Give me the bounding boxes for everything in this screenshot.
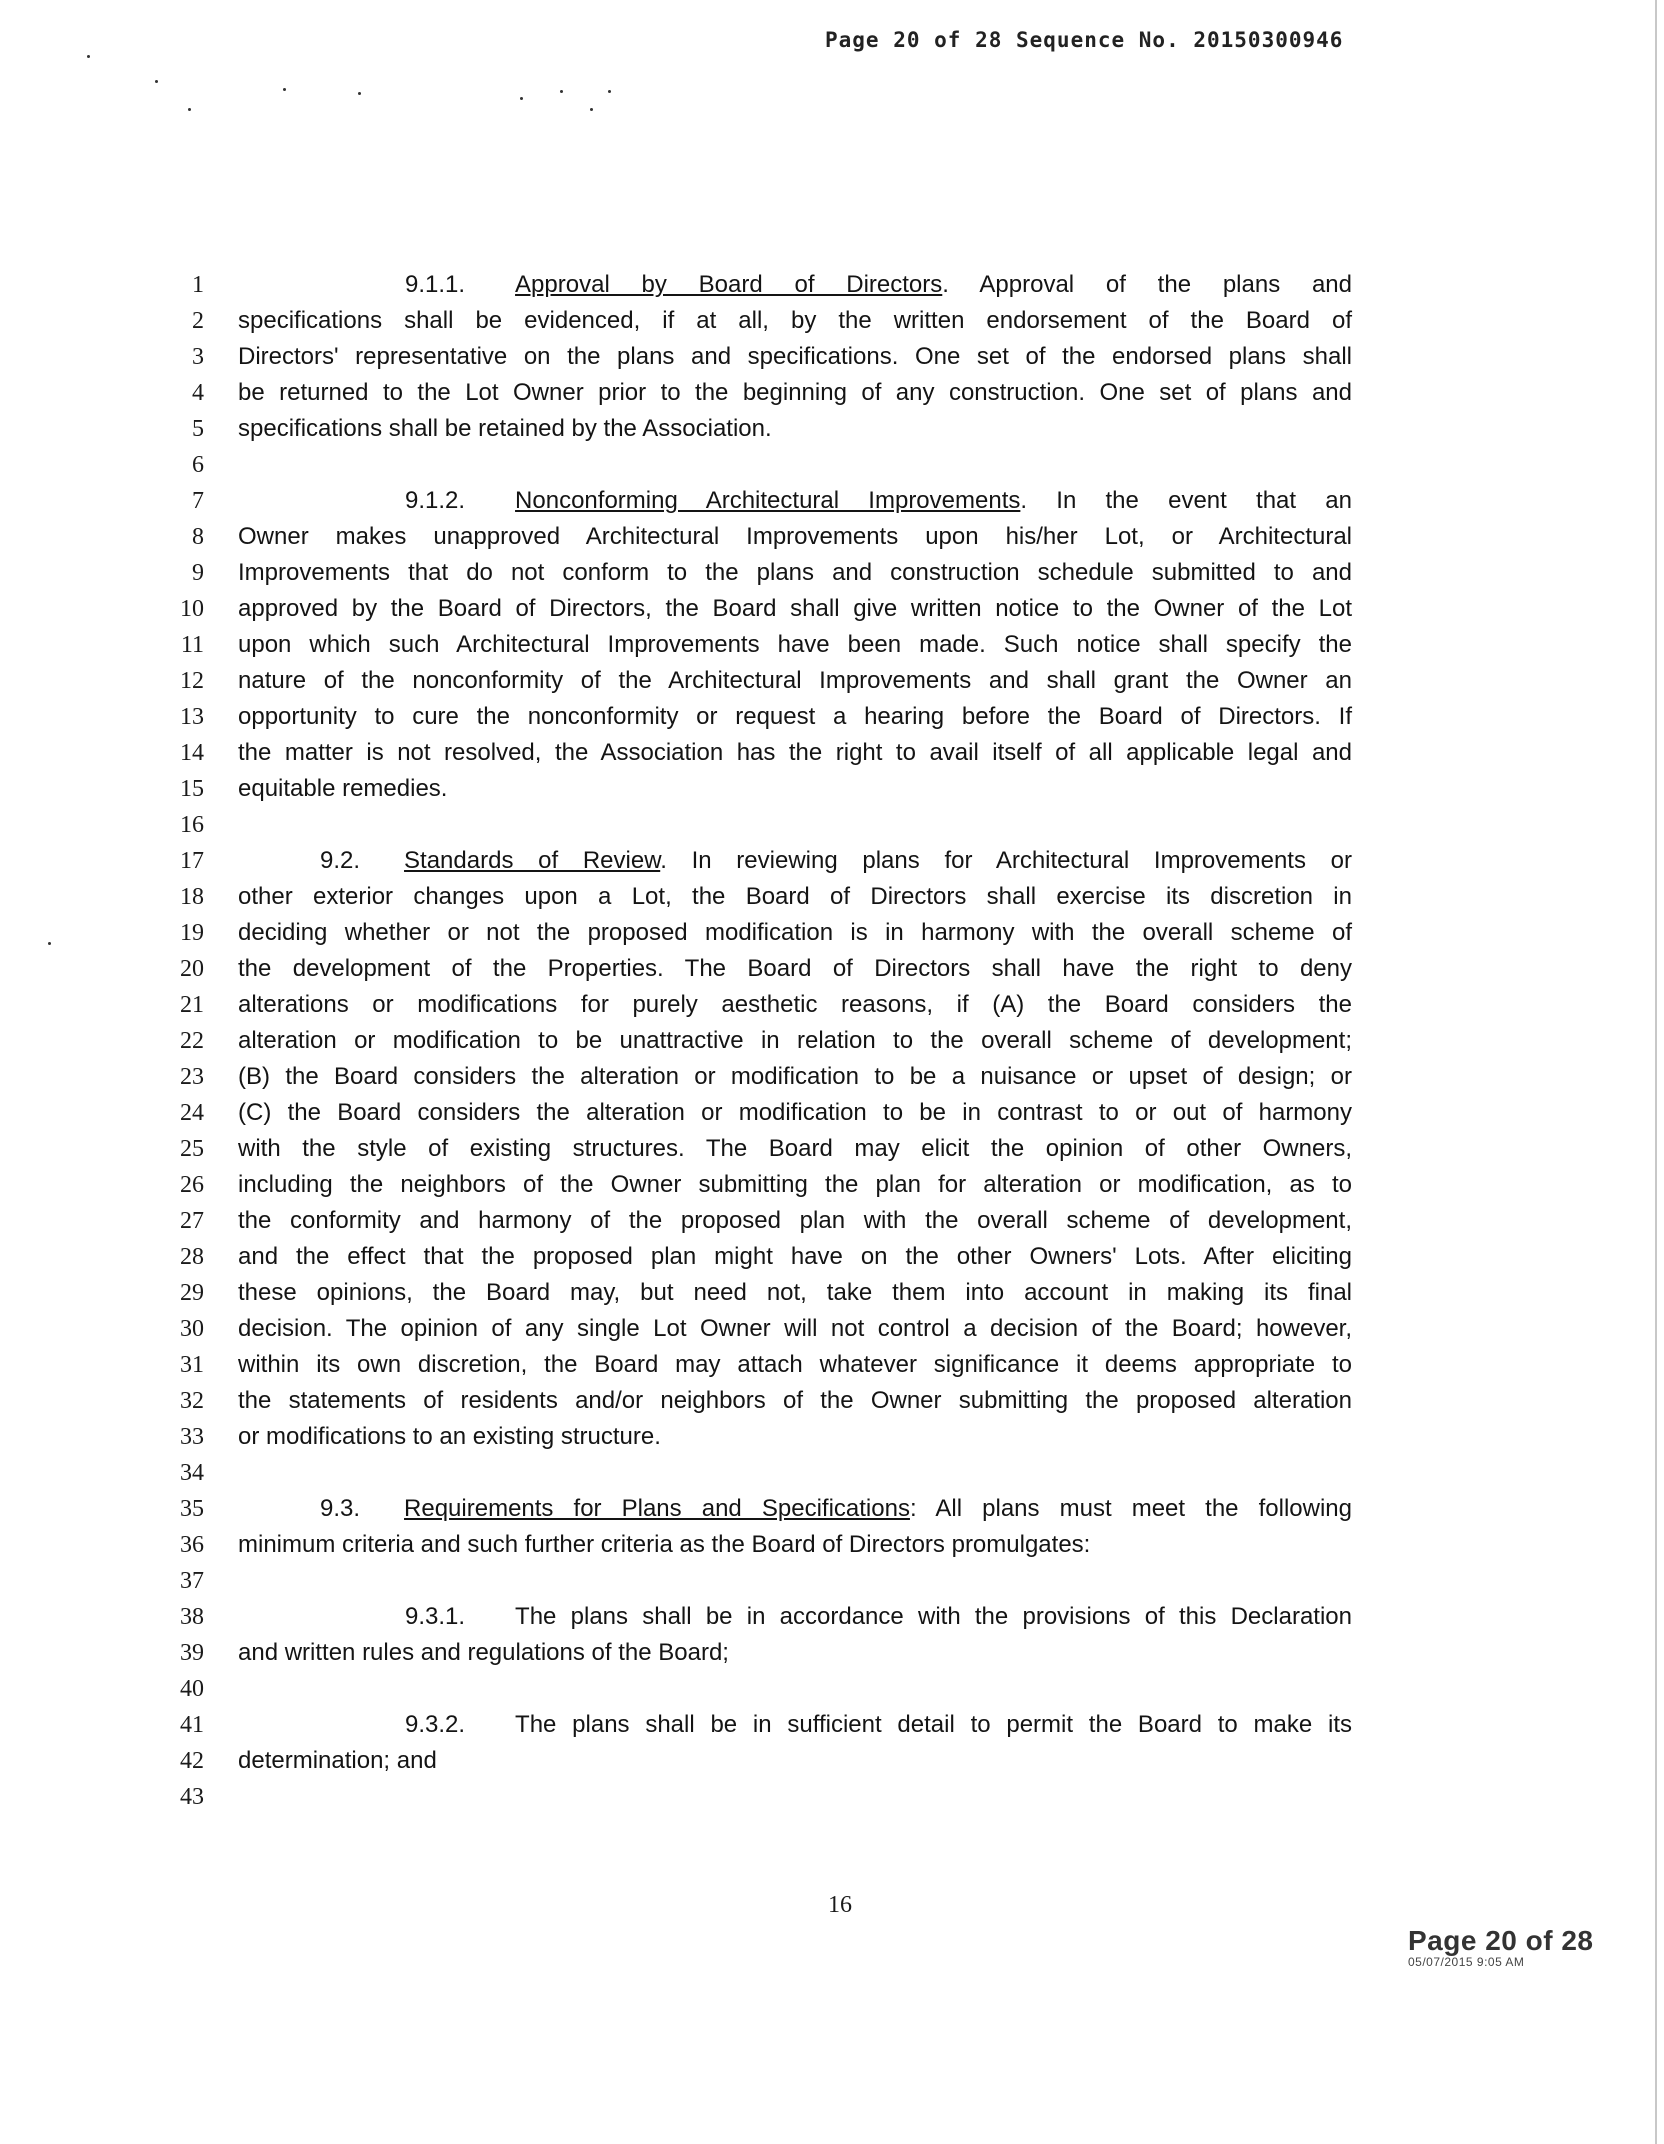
line-number: 38 <box>180 1604 204 1630</box>
line-number: 19 <box>180 920 204 946</box>
line-number: 23 <box>180 1064 204 1090</box>
text-line: specifications shall be evidenced, if at all, by the written endorsement of the Board of <box>238 307 1352 334</box>
text-line: Improvements that do not conform to the plans and construction schedule submitted to and <box>238 559 1352 586</box>
text-line: (C) the Board considers the alteration or modification to be in contrast to or out of harmony <box>238 1099 1352 1126</box>
line-number: 6 <box>192 452 204 478</box>
line-number: 39 <box>180 1640 204 1666</box>
section-title: Nonconforming Architectural Improvements <box>515 487 1021 514</box>
line-number: 13 <box>180 704 204 730</box>
section-text: . In reviewing plans for Architectural Improvements or <box>660 847 1352 874</box>
line-number: 40 <box>180 1676 204 1702</box>
text-line: minimum criteria and such further criteria as the Board of Directors promulgates: <box>238 1531 1091 1558</box>
section-text: The plans shall be in accordance with the provisions of this Declaration <box>515 1603 1352 1630</box>
text-line: other exterior changes upon a Lot, the Board of Directors shall exercise its discretion in <box>238 883 1352 910</box>
line-number: 15 <box>180 776 204 802</box>
section-text: . Approval of the plans and <box>942 271 1353 298</box>
line-number: 18 <box>180 884 204 910</box>
line-number: 41 <box>180 1712 204 1738</box>
line-number: 5 <box>192 416 204 442</box>
line-number: 11 <box>180 632 204 658</box>
text-line: equitable remedies. <box>238 775 448 802</box>
section-9-1-1-heading <box>238 267 1352 303</box>
line-number: 31 <box>180 1352 204 1378</box>
line-number: 12 <box>180 668 204 694</box>
scan-speck <box>590 108 593 111</box>
line-number: 42 <box>180 1748 204 1774</box>
text-line: nature of the nonconformity of the Architectural Improvements and shall grant the Owner an <box>238 667 1352 694</box>
section-9-3-heading <box>238 1491 1352 1527</box>
section-title: Requirements for Plans and Specifications <box>404 1495 910 1522</box>
line-number: 17 <box>180 848 204 874</box>
line-number: 28 <box>180 1244 204 1270</box>
scan-speck <box>155 80 158 83</box>
text-line: specifications shall be retained by the Association. <box>238 415 772 442</box>
line-number: 1 <box>192 272 204 298</box>
text-line: and the effect that the proposed plan might have on the other Owners' Lots. After eliciting <box>238 1243 1352 1270</box>
text-line: including the neighbors of the Owner submitting the plan for alteration or modification, as to <box>238 1171 1352 1198</box>
text-line: or modifications to an existing structure. <box>238 1423 661 1450</box>
scan-speck <box>188 108 191 111</box>
text-line: alterations or modifications for purely aesthetic reasons, if (A) the Board considers the <box>238 991 1352 1018</box>
section-9-2-heading <box>238 843 1352 879</box>
text-line: (B) the Board considers the alteration or modification to be a nuisance or upset of design; or <box>238 1063 1352 1090</box>
scan-speck <box>48 942 51 945</box>
line-number: 33 <box>180 1424 204 1450</box>
text-line: Owner makes unapproved Architectural Improvements upon his/her Lot, or Architectural <box>238 523 1352 550</box>
section-9-1-2-heading <box>238 483 1352 519</box>
text-line: opportunity to cure the nonconformity or request a hearing before the Board of Directors. If <box>238 703 1352 730</box>
line-number: 25 <box>180 1136 204 1162</box>
text-line: and written rules and regulations of the Board; <box>238 1639 729 1666</box>
line-number: 32 <box>180 1388 204 1414</box>
scan-speck <box>283 88 286 91</box>
text-line: within its own discretion, the Board may attach whatever significance it deems appropriate to <box>238 1351 1352 1378</box>
text-line: alteration or modification to be unattractive in relation to the overall scheme of development; <box>238 1027 1352 1054</box>
line-number: 14 <box>180 740 204 766</box>
text-line: the statements of residents and/or neighbors of the Owner submitting the proposed alteration <box>238 1387 1352 1414</box>
text-line: approved by the Board of Directors, the Board shall give written notice to the Owner of the Lot <box>238 595 1352 622</box>
text-line: decision. The opinion of any single Lot Owner will not control a decision of the Board; however, <box>238 1315 1352 1342</box>
section-number: 9.2. <box>320 847 361 874</box>
line-number: 10 <box>180 596 204 622</box>
line-number: 16 <box>180 812 204 838</box>
line-number: 9 <box>192 560 204 586</box>
section-title: Approval by Board of Directors <box>515 271 943 298</box>
scan-speck <box>520 97 523 100</box>
scan-speck <box>560 90 563 93</box>
line-number: 2 <box>192 308 204 334</box>
scan-speck <box>358 92 361 95</box>
section-number: 9.3. <box>320 1495 361 1522</box>
line-number: 27 <box>180 1208 204 1234</box>
text-line: be returned to the Lot Owner prior to the beginning of any construction. One set of plans and <box>238 379 1352 406</box>
line-number: 37 <box>180 1568 204 1594</box>
text-line: the development of the Properties. The Board of Directors shall have the right to deny <box>238 955 1352 982</box>
section-number: 9.1.1. <box>405 271 466 298</box>
section-number: 9.1.2. <box>405 487 466 514</box>
recording-stamp <box>1408 1925 1593 1969</box>
stamp-date: 05/07/2015 9:05 AM <box>1408 1955 1525 1969</box>
line-number: 26 <box>180 1172 204 1198</box>
scan-speck <box>87 55 90 58</box>
text-line: the matter is not resolved, the Association has the right to avail itself of all applicable legal and <box>238 739 1352 766</box>
text-line: upon which such Architectural Improvements have been made. Such notice shall specify the <box>238 631 1352 658</box>
section-9-3-1-heading <box>238 1599 1352 1635</box>
section-text: The plans shall be in sufficient detail to permit the Board to make its <box>515 1711 1352 1738</box>
text-line: these opinions, the Board may, but need not, take them into account in making its final <box>238 1279 1352 1306</box>
line-number: 24 <box>180 1100 204 1126</box>
line-number: 36 <box>180 1532 204 1558</box>
line-number: 22 <box>180 1028 204 1054</box>
text-line: with the style of existing structures. The Board may elicit the opinion of other Owners, <box>238 1135 1352 1162</box>
section-text: : All plans must meet the following <box>909 1495 1352 1522</box>
line-number: 21 <box>180 992 204 1018</box>
line-number: 35 <box>180 1496 204 1522</box>
line-number: 29 <box>180 1280 204 1306</box>
section-9-3-2-heading <box>238 1707 1352 1743</box>
section-number: 9.3.2. <box>405 1711 466 1738</box>
line-number: 20 <box>180 956 204 982</box>
line-number: 8 <box>192 524 204 550</box>
section-text: . In the event that an <box>1020 487 1353 514</box>
line-number: 43 <box>180 1784 204 1810</box>
stamp-page-count: Page 20 of 28 <box>1408 1925 1594 1956</box>
text-line: determination; and <box>238 1747 437 1774</box>
header-sequence-number: Page 20 of 28 Sequence No. 20150300946 <box>825 28 1344 52</box>
line-number: 3 <box>192 344 204 370</box>
page-number: 16 <box>828 1892 852 1918</box>
line-number: 7 <box>192 488 204 514</box>
text-line: the conformity and harmony of the proposed plan with the overall scheme of development, <box>238 1207 1352 1234</box>
line-number: 30 <box>180 1316 204 1342</box>
text-line: deciding whether or not the proposed modification is in harmony with the overall scheme of <box>238 919 1352 946</box>
section-number: 9.3.1. <box>405 1603 466 1630</box>
scan-speck <box>608 90 611 93</box>
line-number: 4 <box>192 380 204 406</box>
section-title: Standards of Review <box>404 847 661 874</box>
line-number: 34 <box>180 1460 204 1486</box>
scan-edge-line <box>1655 0 1657 2144</box>
text-line: Directors' representative on the plans and specifications. One set of the endorsed plans shall <box>238 343 1352 370</box>
